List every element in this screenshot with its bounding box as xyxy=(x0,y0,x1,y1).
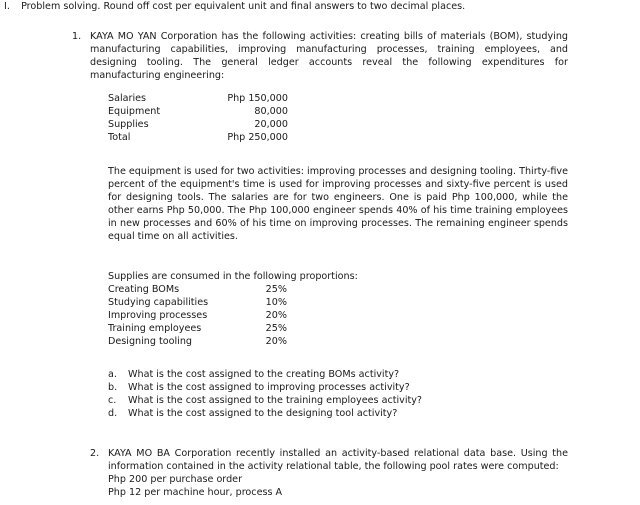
problem-2-intro-text: KAYA MO BA Corporation recently installed an activity-based relational data base. Using the information contained in the activity relational table, the following pool rates were computed: xyxy=(108,448,568,472)
question-item xyxy=(108,407,548,420)
expenditure-label: Supplies xyxy=(108,119,149,130)
supplies-activity: Training employees xyxy=(108,323,202,334)
expenditure-table xyxy=(108,92,298,144)
supplies-row xyxy=(108,309,293,322)
expenditure-amount: Php 150,000 xyxy=(227,93,288,104)
question-letter: a. xyxy=(108,369,117,380)
pool-rate: Php 12 per machine hour, process A xyxy=(108,487,283,498)
supplies-activity: Improving processes xyxy=(108,310,208,321)
supplies-percent: 10% xyxy=(265,297,287,308)
supplies-table xyxy=(108,283,293,348)
question-item xyxy=(108,381,548,394)
question-text: What is the cost assigned to the creating BOMs activity? xyxy=(128,369,400,380)
equipment-salaries-paragraph: The equipment is used for two activities: improving processes and designing tooling. Thirty-five percent of the equipment's time is used for improving processes and sixty-five percent is used for designing tools. The salaries are for two engineers. One is paid Php 100,000, while the other earns Php 50,000. The Php 100,000 engineer spends 40% of his time training employees in new processes and 60% of his time on improving processes. The remaining engineer spends equal time on all activities. xyxy=(108,166,568,242)
section-instructions: Problem solving. Round off cost per equivalent unit and final answers to two decimal places. xyxy=(21,1,466,12)
expenditure-amount: 20,000 xyxy=(254,119,288,130)
expenditure-row xyxy=(108,118,298,131)
question-list xyxy=(108,368,548,420)
problem-1-intro xyxy=(72,30,568,82)
question-letter: d. xyxy=(108,408,118,419)
supplies-percent: 20% xyxy=(265,310,287,321)
problem-1-intro-text: KAYA MO YAN Corporation has the following activities: creating bills of materials (BOM), studying manufacturing capabilities, improving manufacturing processes, training employees, and designing tooling. The general ledger accounts reveal the following expenditures for manufacturing engineering: xyxy=(90,31,568,81)
section-number: I. xyxy=(4,1,10,12)
supplies-row xyxy=(108,322,293,335)
supplies-activity: Studying capabilities xyxy=(108,297,209,308)
supplies-percent: 25% xyxy=(265,323,287,334)
expenditure-total-row xyxy=(108,131,298,144)
expenditure-amount: Php 250,000 xyxy=(227,132,288,143)
supplies-percent: 20% xyxy=(265,336,287,347)
question-text: What is the cost assigned to the designing tool activity? xyxy=(128,408,398,419)
supplies-row xyxy=(108,335,293,348)
expenditure-label: Salaries xyxy=(108,93,147,104)
expenditure-label: Equipment xyxy=(108,106,161,117)
supplies-row xyxy=(108,283,293,296)
supplies-intro: Supplies are consumed in the following proportions: xyxy=(108,271,358,282)
question-text: What is the cost assigned to the training employees activity? xyxy=(128,395,423,406)
question-item xyxy=(108,394,548,407)
question-item xyxy=(108,368,548,381)
problem-2-number: 2. xyxy=(90,448,100,459)
question-letter: b. xyxy=(108,382,118,393)
question-text: What is the cost assigned to improving processes activity? xyxy=(128,382,410,393)
supplies-activity: Creating BOMs xyxy=(108,284,180,295)
expenditure-row xyxy=(108,105,298,118)
problem-1-number: 1. xyxy=(72,31,82,42)
expenditure-row xyxy=(108,92,298,105)
expenditure-amount: 80,000 xyxy=(254,106,288,117)
supplies-row xyxy=(108,296,293,309)
problem-2 xyxy=(90,447,568,499)
question-letter: c. xyxy=(108,395,117,406)
supplies-activity: Designing tooling xyxy=(108,336,193,347)
pool-rate: Php 200 per purchase order xyxy=(108,474,243,485)
expenditure-label: Total xyxy=(108,132,131,143)
supplies-percent: 25% xyxy=(265,284,287,295)
section-heading xyxy=(4,0,465,13)
